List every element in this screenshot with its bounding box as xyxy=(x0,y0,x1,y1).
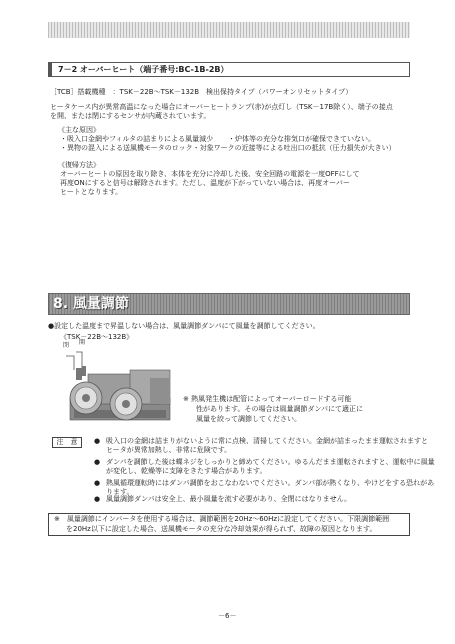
section-8-title: 8. 風量調節 xyxy=(53,296,129,312)
section-7-2-title: 7－2 オーバーヒート（端子番号:BC-1B-2B） xyxy=(58,65,229,74)
page-number: －6－ xyxy=(218,612,237,620)
damper-label-open: 開 xyxy=(79,339,86,346)
image-note-line-1: ※ 熱風発生機は配管によってオーバーロードする可能 xyxy=(183,395,352,403)
caution-item-2-line-2: が変化し、乾燥等に支障をきたす場合があります。 xyxy=(106,467,267,475)
image-note-line-3: 風量を絞って調節してください。 xyxy=(196,415,301,423)
header-bar xyxy=(48,22,410,38)
caution-label: 注 意 xyxy=(52,437,82,448)
caution-item-3-line-1: 熱風循環運転時にはダンパ調節をおこなわないでください。ダンパ部が熱くなり、やけどをする恐れがあ xyxy=(106,479,435,487)
caution-item-2-line-1: ダンパを調節した後は蝶ネジをしっかりと締めてください。ゆるんだまま運転されますと、運転中に風量 xyxy=(106,458,435,466)
cause-item-2: ・異物の混入による送風機モータのロック・対象ワークの近接等による吐出口の抵抗（圧力損失が大きい） xyxy=(60,144,396,152)
recovery-heading: 《復帰方法》 xyxy=(58,161,100,169)
description-line-2: を開、または閉にするセンサが内蔵されています。 xyxy=(50,112,211,120)
inverter-note-line-1: ※ 風量調節にインバータを使用する場合は、調節範囲を20Hz～60Hzに設定してください。下限調節範囲 xyxy=(54,515,390,523)
cause-item-1b: ・炉体等の充分な排気口が確保できていない。 xyxy=(228,135,375,143)
cause-item-1a: ・吸入口金網やフィルタの詰まりによる風量減少 xyxy=(60,135,214,143)
caution-bullet-icon: ● xyxy=(94,479,101,487)
recovery-line-2: 再度ONにすると信号は解除されます。ただし、温度が下がっていない場合は、再度オーバー xyxy=(60,179,350,187)
caution-item-1-line-1: 吸入口の金網は詰まりがないように常に点検、清掃してください。金網が詰まったまま運転されますと xyxy=(106,437,428,445)
description-line-1: ヒータケース内が異常高温になった場合にオーバーヒートランプ(赤)が点灯し（TSK－17B除く）、端子の接点 xyxy=(50,103,393,111)
caution-item-4-line-1: 風量調節ダンパは安全上、最小風量を流す必要があり、全閉にはなりません。 xyxy=(106,495,351,503)
recovery-line-1: オーバーヒートの原因を取り除き、本体を充分に冷却した後、安全回路の電源を一度OFFにして xyxy=(60,170,360,178)
caution-bullet-icon: ● xyxy=(94,495,101,503)
caution-bullet-icon: ● xyxy=(94,437,101,445)
model-line: ［TCB］搭載機種 ：TSK－22B～TSK－132B 検出保持タイプ（パワーオンリセットタイプ） xyxy=(50,88,353,96)
cause-heading: 《主な原因》 xyxy=(58,126,100,134)
caution-item-3-line-2: ります。 xyxy=(106,488,134,496)
airflow-model: 《TSK－22B～132B》 xyxy=(60,333,134,341)
blower-illustration xyxy=(60,340,178,430)
airflow-intro: ●設定した温度まで昇温しない場合は、風量調節ダンパにて風量を調節してください。 xyxy=(48,322,320,330)
damper-label-close: 閉 xyxy=(63,342,70,349)
caution-bullet-icon: ● xyxy=(94,458,101,466)
section-8-heading xyxy=(48,293,410,315)
recovery-line-3: ヒートとなります。 xyxy=(60,188,123,196)
section-7-2-heading xyxy=(48,62,410,77)
image-note-line-2: 性があります。その場合は風量調節ダンパにて適正に xyxy=(196,405,364,413)
inverter-note-line-2: を20Hz以下に設定した場合、送風機モータの充分な冷却効果が得られず、故障の原因となります。 xyxy=(66,525,377,533)
caution-item-1-line-2: ヒータが異常加熱し、非常に危険です。 xyxy=(106,446,232,454)
